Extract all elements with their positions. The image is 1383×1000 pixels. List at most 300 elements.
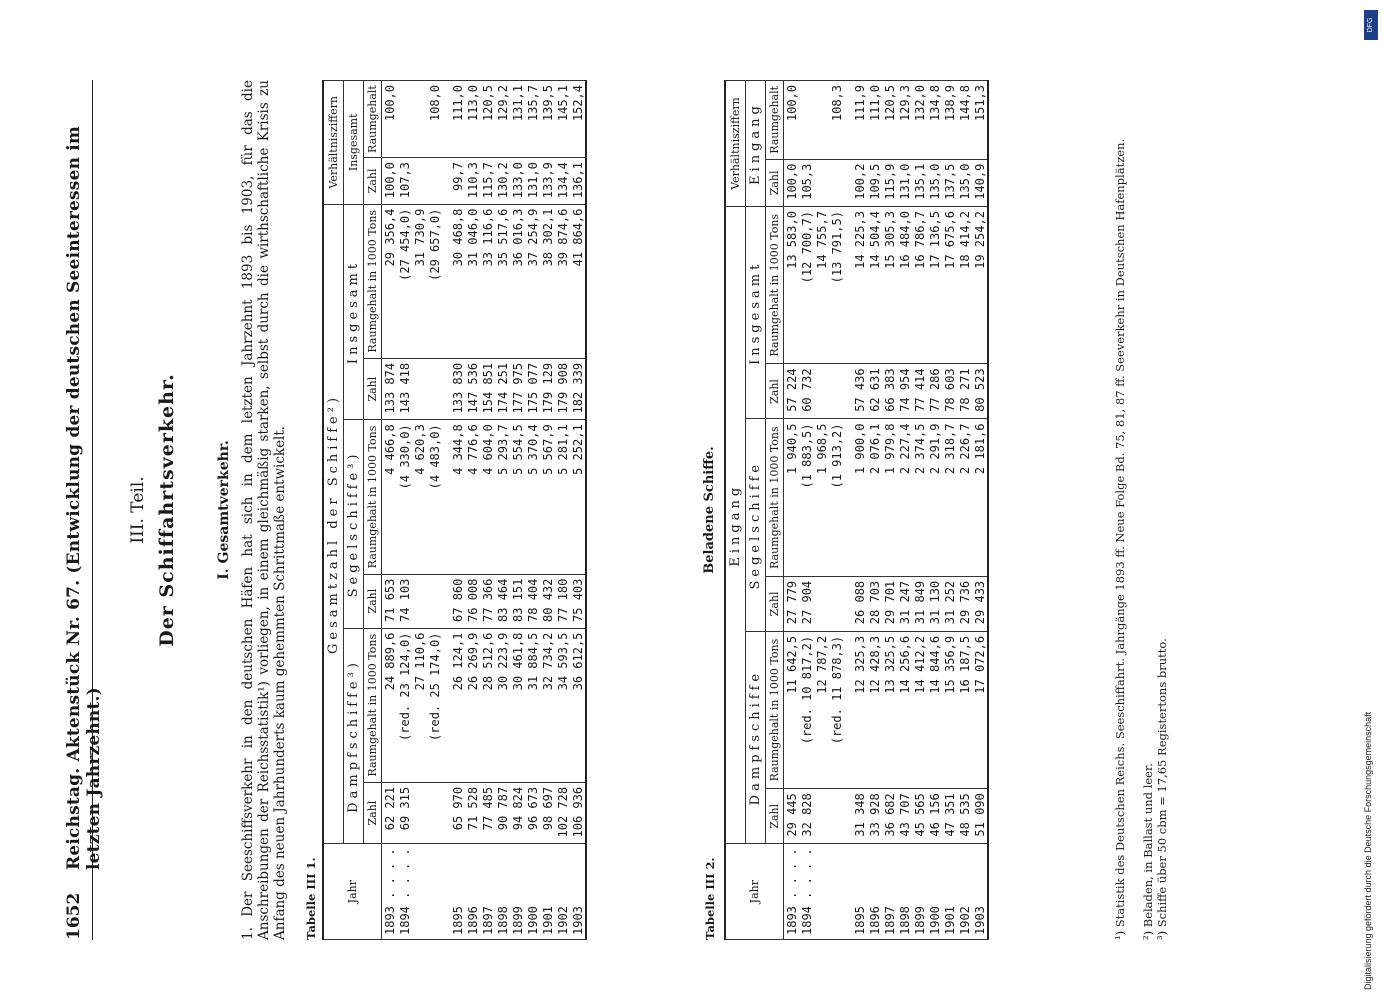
value-cell: 120,5 xyxy=(882,81,897,160)
section-heading: I. Gesamtverkehr. xyxy=(216,440,232,580)
value-cell: 45 565 xyxy=(912,789,927,844)
table-row xyxy=(972,81,988,940)
value-cell: 5 281,1 xyxy=(555,420,570,574)
footnote-3: ³) Schiffe über 50 cbm = 17,65 Registertons brutto. xyxy=(1155,638,1169,940)
value-cell: 74 954 xyxy=(897,364,912,419)
dfg-logo: DFG xyxy=(1364,10,1378,40)
value-cell: 15 356,9 xyxy=(942,631,957,788)
value-cell: 5 554,5 xyxy=(510,420,525,574)
col-insgesamt-verh: Insgesamt xyxy=(344,81,364,205)
table-2 xyxy=(724,80,989,940)
value-cell: 27 904 xyxy=(799,576,814,631)
year-cell: 1895 xyxy=(852,844,867,940)
table-row xyxy=(480,81,495,940)
value-cell xyxy=(814,81,829,160)
value-cell: 29 701 xyxy=(882,576,897,631)
value-cell: 27 110,6 xyxy=(412,628,427,782)
chapter-title: Der Schiffahrtsverkehr. xyxy=(156,373,178,647)
value-cell: 108,3 xyxy=(829,81,844,160)
year-cell: 1897 xyxy=(480,844,495,940)
col-insgesamt: Insgesamt xyxy=(746,207,766,419)
value-cell: 100,0 xyxy=(784,159,800,206)
value-cell: 26 269,9 xyxy=(465,628,480,782)
value-cell: (27 454,0) xyxy=(397,204,412,358)
running-title: Reichstag. Aktenstück Nr. 67. (Entwicklung der deutschen Seeinteressen im letzten Jahrzehnt.) xyxy=(64,125,104,870)
page-number: 1652 xyxy=(64,892,84,940)
value-cell: 131,1 xyxy=(510,81,525,158)
value-cell: 111,0 xyxy=(450,81,465,158)
table-row xyxy=(852,81,867,940)
value-cell: 67 860 xyxy=(450,574,465,628)
col-raumgehalt: Raumgehalt in 1000 Tons xyxy=(766,207,784,364)
value-cell: 1 940,5 xyxy=(784,419,800,576)
table-row xyxy=(450,81,465,940)
value-cell: 133 874 xyxy=(382,358,398,419)
value-cell: 131,0 xyxy=(525,158,540,205)
value-cell: 2 227,4 xyxy=(897,419,912,576)
value-cell: 31 348 xyxy=(852,789,867,844)
value-cell: 174 251 xyxy=(495,358,510,419)
value-cell: 4 776,6 xyxy=(465,420,480,574)
value-cell: 2 076,1 xyxy=(867,419,882,576)
value-cell: 78 603 xyxy=(942,364,957,419)
table-row xyxy=(412,81,427,940)
col-raumgehalt: Raumgehalt in 1000 Tons xyxy=(364,420,382,574)
col-raumgehalt: Raumgehalt in 1000 Tons xyxy=(364,628,382,782)
value-cell: 83 464 xyxy=(495,574,510,628)
col-eingang: Eingang xyxy=(725,207,746,844)
col-insgesamt: Insgesamt xyxy=(344,204,364,420)
year-cell: 1893 . . . . xyxy=(382,844,398,940)
col-jahr: Jahr xyxy=(323,844,382,940)
value-cell xyxy=(814,159,829,206)
table-row xyxy=(525,81,540,940)
value-cell: (red. 10 817,2) xyxy=(799,631,814,788)
value-cell: 110,3 xyxy=(465,158,480,205)
value-cell: 108,0 xyxy=(427,81,442,158)
value-cell: (29 657,0) xyxy=(427,204,442,358)
col-zahl: Zahl xyxy=(364,782,382,843)
year-cell: 1898 xyxy=(495,844,510,940)
value-cell: 30 223,9 xyxy=(495,628,510,782)
value-cell xyxy=(427,358,442,419)
dfg-credit xyxy=(1363,10,1379,990)
value-cell: 94 824 xyxy=(510,782,525,843)
value-cell: 16 484,0 xyxy=(897,207,912,364)
value-cell: 179 129 xyxy=(540,358,555,419)
col-verhaeltnis: Verhältnisziffern xyxy=(323,81,344,205)
value-cell: 14 755,7 xyxy=(814,207,829,364)
value-cell: 2 318,7 xyxy=(942,419,957,576)
value-cell: 135,7 xyxy=(525,81,540,158)
value-cell xyxy=(412,782,427,843)
value-cell xyxy=(412,574,427,628)
col-dampfschiffe: Dampfschiffe³) xyxy=(344,628,364,844)
table-row xyxy=(942,81,957,940)
value-cell: 24 889,6 xyxy=(382,628,398,782)
value-cell: 77 286 xyxy=(927,364,942,419)
value-cell: 31 247 xyxy=(897,576,912,631)
value-cell: 39 874,6 xyxy=(555,204,570,358)
year-cell: 1900 xyxy=(927,844,942,940)
value-cell: 57 436 xyxy=(852,364,867,419)
value-cell: 62 221 xyxy=(382,782,398,843)
value-cell: 14 256,6 xyxy=(897,631,912,788)
value-cell: (13 791,5) xyxy=(829,207,844,364)
col-zahl: Zahl xyxy=(766,364,784,419)
value-cell: 11 642,5 xyxy=(784,631,800,788)
footnote-2: ²) Beladen, in Ballast und leer. xyxy=(1141,763,1155,940)
table-row xyxy=(784,81,800,940)
value-cell: 71 653 xyxy=(382,574,398,628)
value-cell: 179 908 xyxy=(555,358,570,419)
col-raumgehalt: Raumgehalt in 1000 Tons xyxy=(364,204,382,358)
year-cell: 1896 xyxy=(465,844,480,940)
col-zahl: Zahl xyxy=(766,576,784,631)
value-cell: 16 187,5 xyxy=(957,631,972,788)
value-cell: 31 884,5 xyxy=(525,628,540,782)
value-cell: 132,0 xyxy=(912,81,927,160)
col-segelschiffe: Segelschiffe³) xyxy=(344,420,364,628)
table-row xyxy=(495,81,510,940)
value-cell: 19 254,2 xyxy=(972,207,988,364)
value-cell: 31 252 xyxy=(942,576,957,631)
table-row xyxy=(829,81,844,940)
year-cell: 1900 xyxy=(525,844,540,940)
value-cell: 143 418 xyxy=(397,358,412,419)
table-row xyxy=(882,81,897,940)
value-cell: 140,9 xyxy=(972,159,988,206)
value-cell: 115,9 xyxy=(882,159,897,206)
value-cell: 41 864,6 xyxy=(570,204,586,358)
value-cell: 43 707 xyxy=(897,789,912,844)
value-cell: 152,4 xyxy=(570,81,586,158)
value-cell: 151,3 xyxy=(972,81,988,160)
year-cell xyxy=(829,844,844,940)
value-cell: 175 077 xyxy=(525,358,540,419)
value-cell xyxy=(829,159,844,206)
year-cell: 1901 xyxy=(942,844,957,940)
table-row xyxy=(555,81,570,940)
value-cell: 36 682 xyxy=(882,789,897,844)
value-cell: 28 703 xyxy=(867,576,882,631)
value-cell: 46 156 xyxy=(927,789,942,844)
col-dampfschiffe: Dampfschiffe xyxy=(746,631,766,843)
value-cell: 102 728 xyxy=(555,782,570,843)
value-cell: 77 180 xyxy=(555,574,570,628)
value-cell: 33 116,6 xyxy=(480,204,495,358)
value-cell: 100,2 xyxy=(852,159,867,206)
value-cell xyxy=(412,158,427,205)
value-cell: 99,7 xyxy=(450,158,465,205)
value-cell: 78 271 xyxy=(957,364,972,419)
table-row xyxy=(540,81,555,940)
col-raumgehalt: Raumgehalt in 1000 Tons xyxy=(766,631,784,788)
value-cell: 105,3 xyxy=(799,159,814,206)
value-cell: 111,9 xyxy=(852,81,867,160)
value-cell: 139,5 xyxy=(540,81,555,158)
col-zahl: Zahl xyxy=(766,789,784,844)
value-cell: 5 370,4 xyxy=(525,420,540,574)
year-cell: 1902 xyxy=(957,844,972,940)
value-cell xyxy=(412,358,427,419)
value-cell: 31 730,9 xyxy=(412,204,427,358)
value-cell: (12 700,7) xyxy=(799,207,814,364)
value-cell: 2 374,5 xyxy=(912,419,927,576)
footnote-1: ¹) Statistik des Deutschen Reichs. Seeschiffahrt. Jahrgänge 1893 ff. Neue Folge Bd. 75, 81, 87 ff. Seeverkehr in Deutschen Hafenplätzen. xyxy=(1113,138,1127,940)
value-cell: 2 226,7 xyxy=(957,419,972,576)
value-cell: 18 414,2 xyxy=(957,207,972,364)
value-cell: 35 517,6 xyxy=(495,204,510,358)
value-cell: 100,0 xyxy=(382,158,398,205)
table2-label: Tabelle III 2. xyxy=(703,857,717,940)
table-row xyxy=(799,81,814,940)
value-cell: 17 675,6 xyxy=(942,207,957,364)
value-cell: 138,9 xyxy=(942,81,957,160)
value-cell: 5 252,1 xyxy=(570,420,586,574)
table-row xyxy=(570,81,586,940)
table-row xyxy=(927,81,942,940)
value-cell: 83 151 xyxy=(510,574,525,628)
value-cell: 129,3 xyxy=(897,81,912,160)
value-cell xyxy=(829,576,844,631)
value-cell: 38 302,1 xyxy=(540,204,555,358)
value-cell: 133,9 xyxy=(540,158,555,205)
year-cell: 1898 xyxy=(897,844,912,940)
page-header xyxy=(58,80,104,940)
value-cell xyxy=(829,789,844,844)
value-cell: 77 366 xyxy=(480,574,495,628)
value-cell: 29 356,4 xyxy=(382,204,398,358)
value-cell: 90 787 xyxy=(495,782,510,843)
value-cell: (red. 25 174,0) xyxy=(427,628,442,782)
value-cell xyxy=(814,576,829,631)
value-cell: 12 428,3 xyxy=(867,631,882,788)
value-cell: 4 466,8 xyxy=(382,420,398,574)
value-cell: 80 523 xyxy=(972,364,988,419)
table-row xyxy=(465,81,480,940)
value-cell: 154 851 xyxy=(480,358,495,419)
value-cell xyxy=(412,81,427,158)
table-row xyxy=(427,81,442,940)
value-cell: 17 072,6 xyxy=(972,631,988,788)
value-cell: 5 567,9 xyxy=(540,420,555,574)
value-cell: 34 593,5 xyxy=(555,628,570,782)
value-cell: 133 830 xyxy=(450,358,465,419)
value-cell: 69 315 xyxy=(397,782,412,843)
value-cell: 77 414 xyxy=(912,364,927,419)
value-cell: 14 412,2 xyxy=(912,631,927,788)
value-cell: 147 536 xyxy=(465,358,480,419)
part-heading: III. Teil. xyxy=(128,476,148,544)
col-zahl: Zahl xyxy=(766,159,784,206)
value-cell: (1 883,5) xyxy=(799,419,814,576)
value-cell: 12 325,3 xyxy=(852,631,867,788)
value-cell: 74 103 xyxy=(397,574,412,628)
col-verhaeltnis: Verhältnisziffern xyxy=(725,81,746,207)
year-cell: 1899 xyxy=(912,844,927,940)
table-row xyxy=(957,81,972,940)
value-cell: 32 828 xyxy=(799,789,814,844)
value-cell: 14 504,4 xyxy=(867,207,882,364)
year-cell: 1893 . . . . xyxy=(784,844,800,940)
value-cell xyxy=(829,364,844,419)
table-row xyxy=(867,81,882,940)
value-cell: 30 468,8 xyxy=(450,204,465,358)
value-cell: 1 968,5 xyxy=(814,419,829,576)
value-cell xyxy=(427,782,442,843)
value-cell: 133,0 xyxy=(510,158,525,205)
value-cell: (red. 11 878,3) xyxy=(829,631,844,788)
value-cell: 130,2 xyxy=(495,158,510,205)
value-cell: 80 432 xyxy=(540,574,555,628)
value-cell: 134,8 xyxy=(927,81,942,160)
value-cell: 75 403 xyxy=(570,574,586,628)
col-jahr: Jahr xyxy=(725,844,784,940)
value-cell: 2 291,9 xyxy=(927,419,942,576)
value-cell: 28 512,6 xyxy=(480,628,495,782)
value-cell: 51 090 xyxy=(972,789,988,844)
value-cell: 47 351 xyxy=(942,789,957,844)
year-cell xyxy=(814,844,829,940)
table-1 xyxy=(322,80,587,940)
value-cell: 13 325,5 xyxy=(882,631,897,788)
value-cell: (4 330,0) xyxy=(397,420,412,574)
value-cell: 32 734,2 xyxy=(540,628,555,782)
year-cell: 1894 . . . . xyxy=(397,844,412,940)
value-cell: 29 445 xyxy=(784,789,800,844)
value-cell xyxy=(427,574,442,628)
col-raumgehalt: Raumgehalt in 1000 Tons xyxy=(766,419,784,576)
value-cell: 131,0 xyxy=(897,159,912,206)
value-cell: 135,0 xyxy=(927,159,942,206)
value-cell: 76 008 xyxy=(465,574,480,628)
value-cell: 66 383 xyxy=(882,364,897,419)
table-row xyxy=(397,81,412,940)
year-cell xyxy=(427,844,442,940)
value-cell: 134,4 xyxy=(555,158,570,205)
table1-label: Tabelle III 1. xyxy=(304,857,318,940)
value-cell: 65 970 xyxy=(450,782,465,843)
value-cell: 26 124,1 xyxy=(450,628,465,782)
year-cell: 1903 xyxy=(972,844,988,940)
value-cell: (4 483,0) xyxy=(427,420,442,574)
value-cell: 14 844,6 xyxy=(927,631,942,788)
value-cell xyxy=(814,364,829,419)
value-cell: 96 673 xyxy=(525,782,540,843)
value-cell: 1 900,0 xyxy=(852,419,867,576)
value-cell: 177 975 xyxy=(510,358,525,419)
year-cell: 1897 xyxy=(882,844,897,940)
value-cell: 29 736 xyxy=(957,576,972,631)
col-segelschiffe: Segelschiffe xyxy=(746,419,766,631)
year-cell: 1902 xyxy=(555,844,570,940)
value-cell: 37 254,9 xyxy=(525,204,540,358)
table-row xyxy=(912,81,927,940)
table2-caption: Beladene Schiffe. xyxy=(702,446,717,574)
value-cell: 4 344,8 xyxy=(450,420,465,574)
value-cell: 145,1 xyxy=(555,81,570,158)
table-row xyxy=(814,81,829,940)
value-cell: 129,2 xyxy=(495,81,510,158)
col-zahl: Zahl xyxy=(364,158,382,205)
value-cell: 1 979,8 xyxy=(882,419,897,576)
year-cell: 1903 xyxy=(570,844,586,940)
table-row xyxy=(510,81,525,940)
value-cell: 98 697 xyxy=(540,782,555,843)
value-cell: 16 786,7 xyxy=(912,207,927,364)
value-cell: 62 631 xyxy=(867,364,882,419)
value-cell: (red. 23 124,0) xyxy=(397,628,412,782)
value-cell: 106 936 xyxy=(570,782,586,843)
value-cell: 36 612,5 xyxy=(570,628,586,782)
value-cell: 57 224 xyxy=(784,364,800,419)
value-cell: 135,0 xyxy=(957,159,972,206)
value-cell: 15 305,3 xyxy=(882,207,897,364)
body-paragraph: 1. Der Seeschiffsverkehr in den deutschen Häfen hat sich in dem letzten Jahrzehnt 1893 bis 1903, für das die Anschreibungen der Reichsstatistik¹) vorliegen, in einem gleichmäßig starken, selbst durch die wirthschaftliche Krisis zu Anfang des neuen Jahrhunderts kaum gehemmten Schrittmaße entwickelt. xyxy=(240,80,288,940)
value-cell: 71 528 xyxy=(465,782,480,843)
value-cell: 115,7 xyxy=(480,158,495,205)
table-row xyxy=(897,81,912,940)
col-raumgehalt: Raumgehalt xyxy=(766,81,784,160)
value-cell: 36 016,3 xyxy=(510,204,525,358)
value-cell: 14 225,3 xyxy=(852,207,867,364)
value-cell: 100,0 xyxy=(382,81,398,158)
value-cell: 107,3 xyxy=(397,158,412,205)
value-cell: 182 339 xyxy=(570,358,586,419)
value-cell: 60 732 xyxy=(799,364,814,419)
value-cell: 109,5 xyxy=(867,159,882,206)
col-zahl: Zahl xyxy=(364,358,382,419)
value-cell: 78 404 xyxy=(525,574,540,628)
value-cell: 120,5 xyxy=(480,81,495,158)
value-cell: 17 136,5 xyxy=(927,207,942,364)
value-cell: 2 181,6 xyxy=(972,419,988,576)
value-cell: 136,1 xyxy=(570,158,586,205)
value-cell: 111,0 xyxy=(867,81,882,160)
value-cell: 33 928 xyxy=(867,789,882,844)
value-cell xyxy=(397,81,412,158)
year-cell: 1901 xyxy=(540,844,555,940)
col-zahl: Zahl xyxy=(364,574,382,628)
value-cell: 48 535 xyxy=(957,789,972,844)
value-cell xyxy=(799,81,814,160)
col-eingang-verh: Eingang xyxy=(746,81,766,207)
col-gesamtzahl: Gesamtzahl der Schiffe²) xyxy=(323,204,344,844)
value-cell: 31 849 xyxy=(912,576,927,631)
value-cell: 13 583,0 xyxy=(784,207,800,364)
value-cell: (1 913,2) xyxy=(829,419,844,576)
value-cell: 135,1 xyxy=(912,159,927,206)
year-cell: 1895 xyxy=(450,844,465,940)
year-cell: 1894 . . . . xyxy=(799,844,814,940)
value-cell: 12 787,2 xyxy=(814,631,829,788)
value-cell: 29 433 xyxy=(972,576,988,631)
value-cell: 27 779 xyxy=(784,576,800,631)
year-cell xyxy=(412,844,427,940)
value-cell: 31 130 xyxy=(927,576,942,631)
value-cell: 77 485 xyxy=(480,782,495,843)
value-cell: 4 604,0 xyxy=(480,420,495,574)
value-cell: 100,0 xyxy=(784,81,800,160)
year-cell: 1896 xyxy=(867,844,882,940)
value-cell: 137,5 xyxy=(942,159,957,206)
value-cell: 113,0 xyxy=(465,81,480,158)
value-cell: 30 461,8 xyxy=(510,628,525,782)
value-cell xyxy=(814,789,829,844)
value-cell: 26 088 xyxy=(852,576,867,631)
value-cell: 31 046,0 xyxy=(465,204,480,358)
